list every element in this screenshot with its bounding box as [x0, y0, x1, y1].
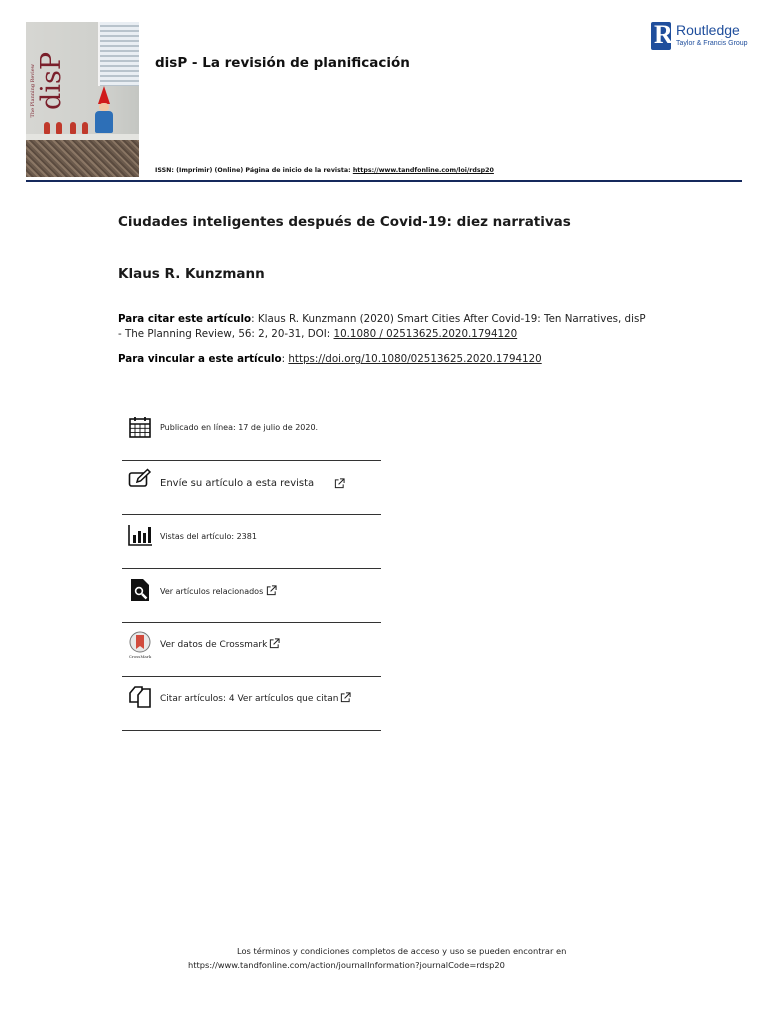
article-author: Klaus R. Kunzmann — [118, 266, 265, 282]
citing-articles-link[interactable]: Citar artículos: 4 Ver artículos que citan — [160, 694, 339, 704]
related-row[interactable] — [122, 569, 381, 623]
publisher-logo — [651, 22, 751, 52]
publisher-name: Routledge — [676, 22, 740, 38]
external-link-icon[interactable] — [334, 478, 345, 489]
cover-title: disP — [36, 52, 67, 110]
edit-icon — [128, 468, 152, 492]
views-row — [122, 515, 381, 569]
citing-row[interactable] — [122, 677, 381, 731]
search-document-icon — [128, 578, 152, 602]
issn-line — [155, 167, 494, 174]
submit-article-link[interactable]: Envíe su artículo a esta revista — [160, 478, 315, 489]
journal-cover-image — [26, 22, 139, 177]
routledge-r-icon — [651, 22, 671, 50]
doi-link[interactable]: 10.1080 / 02513625.2020.1794120 — [333, 328, 518, 340]
terms-text: Los términos y condiciones completos de acceso y uso se pueden encontrar en — [237, 946, 567, 956]
journal-home-link[interactable]: https://www.tandfonline.com/loi/rdsp20 — [352, 167, 494, 174]
header-rule — [26, 180, 742, 182]
external-link-icon[interactable] — [340, 692, 351, 703]
publisher-group: Taylor & Francis Group — [676, 40, 748, 47]
cover-subtitle: The Planning Review — [30, 64, 36, 118]
submit-row[interactable] — [122, 461, 381, 515]
article-views: Vistas del artículo: 2381 — [160, 532, 257, 541]
cite-label: Para citar este artículo — [118, 313, 252, 325]
external-link-icon[interactable] — [266, 585, 277, 596]
published-date: Publicado en línea: 17 de julio de 2020. — [160, 423, 319, 432]
link-separator: : — [281, 353, 289, 365]
citation-block — [118, 312, 648, 342]
crossmark-icon-text: CrossMark — [128, 654, 152, 659]
crossmark-icon — [128, 631, 152, 659]
external-link-icon[interactable] — [269, 638, 280, 649]
article-url-link[interactable]: https://doi.org/10.1080/02513625.2020.1794120 — [288, 353, 542, 365]
calendar-icon — [128, 415, 152, 439]
terms-url[interactable]: https://www.tandfonline.com/action/journalInformation?journalCode=rdsp20 — [188, 960, 505, 970]
issn-prefix: ISSN: (Imprimir) (Online) Página de inicio de la revista: — [155, 167, 353, 174]
article-info-panel — [122, 405, 381, 731]
published-row — [122, 405, 381, 461]
crossmark-link[interactable]: Ver datos de Crossmark — [160, 640, 268, 650]
link-label: Para vincular a este artículo — [118, 353, 282, 365]
journal-title: disP - La revisión de planificación — [155, 55, 410, 71]
cite-text: : Klaus R. Kunzmann (2020) Smart Cities After Covid-19: Ten Narratives, disP - The Planning Review, 56: 2, 20-31, DOI: — [118, 313, 646, 340]
crossmark-row[interactable] — [122, 623, 381, 677]
article-link-line — [118, 353, 542, 365]
gnome-figure — [92, 86, 116, 136]
bar-chart-icon — [128, 523, 152, 547]
related-articles-link[interactable]: Ver artículos relacionados — [160, 587, 264, 596]
copy-documents-icon — [128, 684, 152, 708]
article-title: Ciudades inteligentes después de Covid-19: diez narrativas — [118, 214, 571, 230]
